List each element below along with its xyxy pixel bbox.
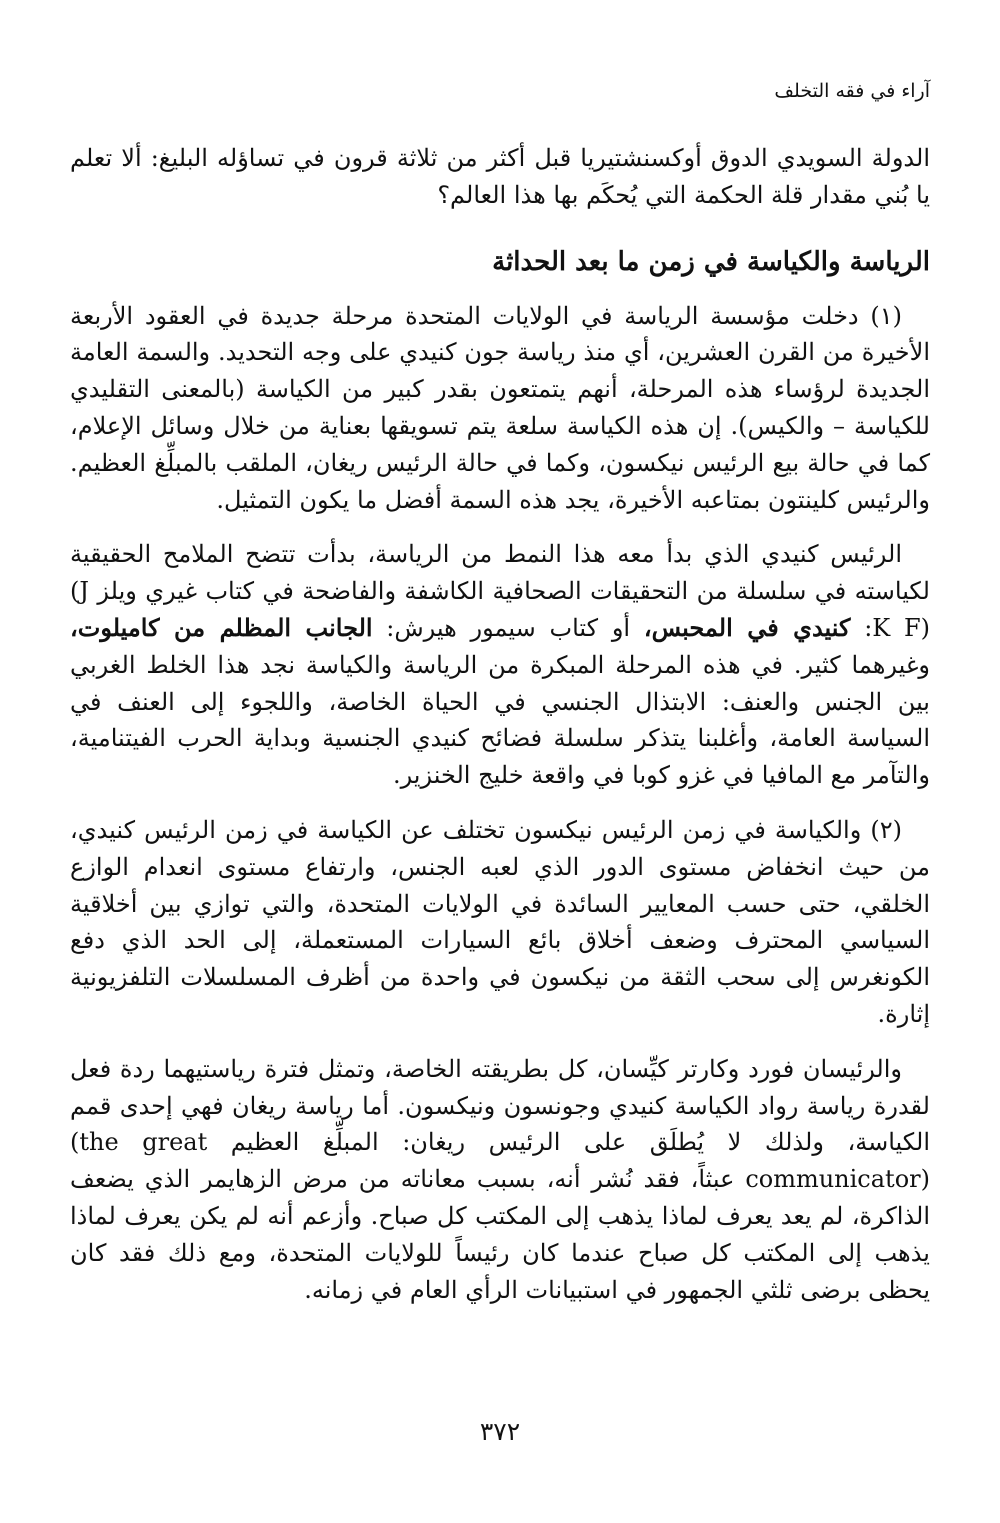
paragraph-4-text-a: والرئيسان فورد وكارتر كيِّسان، كل بطريقته الخاصة، وتمثل فترة رياستيهما ردة فعل لقدرة رياسة رواد الكياسة كنيدي وجونسون ونيكسون. أما رياسة ريغان فهي إحدى قمم الكياسة، ولذلك لا يُطلَق على الرئيس ريغان: المبلِّغ العظيم xyxy=(70,1054,931,1157)
book-title-camelot: الجانب المظلم من كاميلوت، xyxy=(70,612,373,642)
paragraph-2 xyxy=(70,536,930,794)
continuation-paragraph: الدولة السويدي الدوق أوكسنشتيريا قبل أكثر من ثلاثة قرون في تساؤله البليغ: ألا تعلم يا بُني مقدار قلة الحكمة التي يُحكَم بها هذا العالم؟ xyxy=(70,144,930,209)
paragraph-2-text-a: الرئيس كنيدي الذي بدأ معه هذا النمط من الرياسة، بدأت تتضح الملامح الحقيقية لكياسته في سلسلة من التحقيقات الصحافية الكاشفة والفاضحة في كتاب غيري ويلز xyxy=(70,540,930,606)
paragraph-3: (٢) والكياسة في زمن الرئيس نيكسون تختلف عن الكياسة في زمن الرئيس كنيدي، من حيث انخفاض مستوى الدور الذي لعبه الجنس، وارتفاع مستوى انعدام الوازع الخلقي، حتى حسب المعايير السائدة في الولايات المتحدة، والتي توازي بين أخلاقية السياسي المحترف وضعف أخلاق بائع السيارات المستعملة، إلى الحد الذي دفع الكونغرس إلى سحب الثقة من نيكسون في واحدة من أظرف المسلسلات التلفزيونية إثارة. xyxy=(70,815,930,1028)
paragraph-1: (١) دخلت مؤسسة الرياسة في الولايات المتحدة مرحلة جديدة في العقود الأربعة الأخيرة من القرن العشرين، أي منذ رياسة جون كنيدي على وجه التحديد. والسمة العامة الجديدة لرؤساء هذه المرحلة، أنهم يتمتعون بقدر كبير من الكياسة (بالمعنى التقليدي للكياسة – والكيس). إن هذه الكياسة سلعة يتم تسويقها بعناية من خلال وسائل الإعلام، كما في حالة بيع الرئيس نيكسون، وكما في حالة الرئيس ريغان، الملقب بالمبلِّغ العظيم. والرئيس كلينتون بمتاعبه الأخيرة، يجد هذه السمة أفضل ما يكون التمثيل. xyxy=(70,301,930,514)
running-header: آراء في فقه التخلف xyxy=(774,80,930,102)
paragraph-2-text-d: وغيرهما كثير. في هذه المرحلة المبكرة من الرياسة والكياسة نجد هذا الخلط الغربي بين الجنس والعنف: الابتذال الجنسي في الحياة الخاصة، واللجوء إلى العنف في السياسة العامة، وأغلبنا يتذكر سلسلة فضائح كنيدي الجنسية وبداية الحرب الفيتنامية، والتآمر مع المافيا في غزو كوبا في واقعة خليج الخنزير. xyxy=(70,650,930,790)
paragraph-2-text-b: : xyxy=(850,613,873,642)
english-phrase: (the great communicator) xyxy=(70,1128,930,1194)
paragraph-2-text-c: أو كتاب سيمور هيرش: xyxy=(372,613,644,642)
page-number: ٣٧٢ xyxy=(479,1417,521,1446)
book-abbreviation: (J K F) xyxy=(70,577,930,642)
paragraph-4-text-b: عبثاً، فقد نُشر أنه، بسبب معاناته من مرض الزهايمر الذي يضعف الذاكرة، لم يعد يعرف لماذا يذهب إلى المكتب كل صباح. وأزعم أنه لم يكن يعرف لماذا يذهب إلى المكتب كل صباح عندما كان رئيساً للولايات المتحدة، ومع ذلك فقد كان يحظى برضى ثلثي الجمهور في استبيانات الرأي العام في زمانه. xyxy=(70,1165,930,1304)
book-title-kennedy: كنيدي في المحبس، xyxy=(643,612,851,642)
paragraph-4 xyxy=(70,1051,930,1309)
section-heading: الرياسة والكياسة في زمن ما بعد الحداثة xyxy=(492,246,930,277)
